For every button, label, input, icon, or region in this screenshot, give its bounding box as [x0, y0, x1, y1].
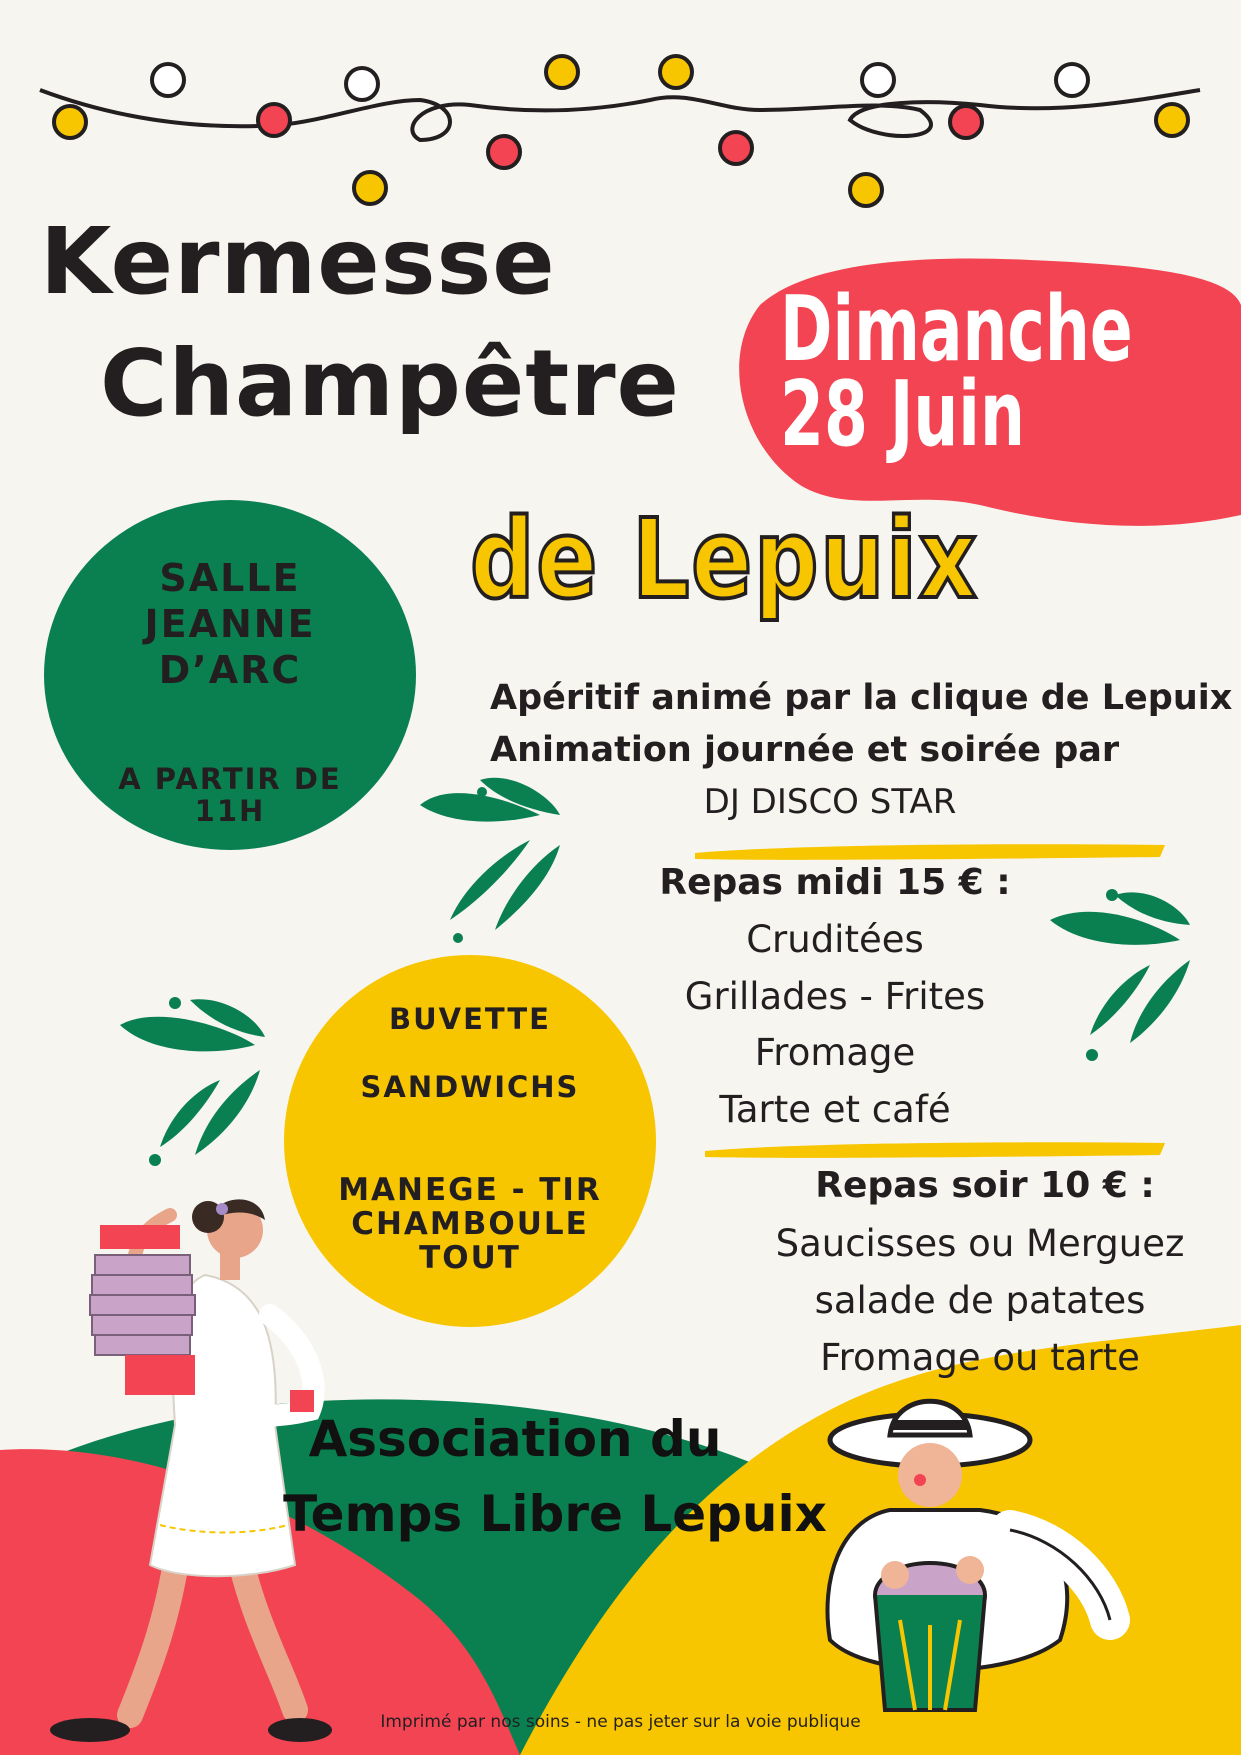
venue-line-3: D’ARC — [158, 648, 302, 692]
venue-line-1: SALLE — [159, 556, 301, 600]
dinner-item-1: Saucisses ou Merguez — [775, 1222, 1185, 1265]
stands-item-3-line-2: CHAMBOULE — [351, 1206, 589, 1242]
stands-item-1: BUVETTE — [389, 1002, 551, 1036]
accordion-dancer-illustration — [20, 1195, 340, 1755]
lunch-item-4: Tarte et café — [719, 1088, 951, 1131]
string-lights-icon — [0, 30, 1241, 220]
light-bulbs — [54, 56, 1188, 206]
footer-note: Imprimé par nos soins - ne pas jeter sur la voie publique — [380, 1712, 861, 1732]
venue-time-line-2: 11H — [194, 794, 266, 828]
lunch-item-3: Fromage — [754, 1031, 916, 1074]
animation-line-1: Apéritif animé par la clique de Lepuix — [490, 678, 1233, 718]
date-line-2: 28 Juin — [780, 362, 1025, 467]
dinner-item-3: Fromage ou tarte — [820, 1336, 1140, 1379]
lunch-item-2: Grillades - Frites — [684, 975, 986, 1018]
association-line-1: Association du — [308, 1410, 722, 1468]
venue-time-line-1: A PARTIR DE — [118, 762, 342, 796]
stands-item-3-line-1: MANEGE - TIR — [338, 1172, 602, 1208]
title-line-2: Champêtre — [100, 330, 680, 437]
lunch-heading: Repas midi 15 € : — [659, 862, 1011, 903]
association-line-2: Temps Libre Lepuix — [283, 1485, 827, 1543]
animation-line-2: Animation journée et soirée par — [490, 730, 1120, 770]
title-line-1: Kermesse — [40, 208, 556, 315]
dinner-heading: Repas soir 10 € : — [815, 1165, 1155, 1206]
animation-line-3: DJ DISCO STAR — [703, 782, 957, 822]
yellow-brush-stroke-top — [690, 835, 1170, 865]
leaf-splash-icon — [115, 995, 285, 1175]
yellow-brush-stroke-bottom — [700, 1135, 1170, 1165]
stands-item-3-line-3: TOUT — [419, 1240, 521, 1276]
lunch-item-1: Cruditées — [746, 918, 924, 961]
place-name: de Lepuix — [470, 495, 979, 623]
stands-item-2: SANDWICHS — [360, 1070, 580, 1104]
leaf-splash-icon — [410, 770, 580, 950]
date-line-1: Dimanche — [780, 277, 1133, 382]
leaf-splash-icon — [1040, 885, 1210, 1065]
venue-line-2: JEANNE — [144, 602, 316, 646]
dinner-item-2: salade de patates — [814, 1279, 1146, 1322]
drummer-illustration — [780, 1380, 1160, 1720]
